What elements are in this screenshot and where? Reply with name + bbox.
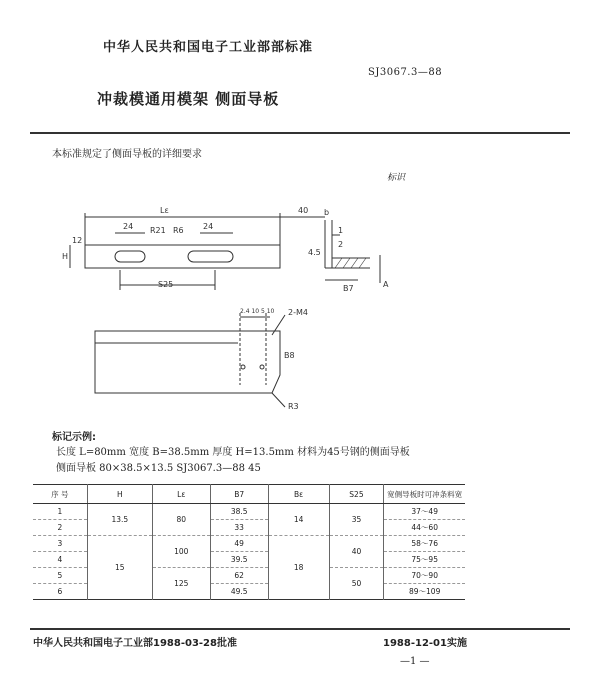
dim-2: 2 [338,240,344,249]
col-header-b2: Bε [268,485,329,504]
table-row [33,504,465,520]
cell-no: 5 [33,568,87,584]
cell-l: 80 [152,504,210,536]
thread-2-m4: 2-M4 [288,308,308,317]
cell-no: 6 [33,584,87,600]
cell-width: 70～90 [384,568,465,584]
table-header-row [33,485,465,504]
dim-24a: 24 [123,222,134,231]
page-number: —1 — [400,656,430,667]
dim-4-5: 4.5 [308,248,321,257]
bottom-rule [30,628,570,630]
plate-front-view [95,331,280,393]
cell-b2: 14 [268,504,329,536]
cell-h: 13.5 [87,504,152,536]
implementation-date: 1988-12-01实施 [383,638,467,649]
col-header-s: S25 [329,485,384,504]
example-heading: 标记示例: [52,432,96,443]
approval-date: 中华人民共和国电子工业部1988-03-28批准 [33,638,237,649]
cell-b: 49.5 [210,584,268,600]
cell-width: 37～49 [384,504,465,520]
cell-b: 62 [210,568,268,584]
cell-l: 125 [152,568,210,600]
example-line-2: 侧面导板 80×38.5×13.5 SJ3067.3—88 45 [56,463,261,474]
cell-b2: 18 [268,536,329,600]
cell-b: 38.5 [210,504,268,520]
cell-b: 49 [210,536,268,552]
section-a: A [383,280,389,289]
dim-hole-spacing: 2.4 10 5 10 [240,308,275,315]
top-rule [30,132,570,134]
cell-h: 15 [87,536,152,600]
cell-s: 40 [329,536,384,568]
dim-b7: B7 [343,284,354,293]
dim-r6: R6 [173,226,184,235]
org-name: 中华人民共和国电子工业部部标准 [103,40,314,55]
plate-top-view [85,245,280,268]
example-line-1: 长度 L=80mm 宽度 B=38.5mm 厚度 H=13.5mm 材料为45号钢的侧面导板 [56,447,410,458]
signature-mark: 标识 [387,173,406,183]
col-header-l: Lε [152,485,210,504]
dim-r21: R21 [150,226,166,235]
cell-width: 89～109 [384,584,465,600]
scope-text: 本标准规定了侧面导板的详细要求 [52,149,202,160]
dim-1: 1 [338,226,344,235]
cell-no: 2 [33,520,87,536]
dim-h: H [62,252,69,261]
dim-s25: S25 [158,280,174,289]
dimension-table [33,484,465,600]
dim-40: 40 [298,206,309,215]
dim-24b: 24 [203,222,214,231]
cell-width: 75～95 [384,552,465,568]
standard-number: SJ3067.3—88 [368,67,443,78]
dim-ls: Lε [160,206,169,215]
radius-r3: R3 [288,402,299,411]
technical-drawing [40,195,410,420]
cell-no: 4 [33,552,87,568]
slot-right [188,251,233,262]
cell-b: 33 [210,520,268,536]
dim-b: b [324,208,330,217]
cell-width: 44～60 [384,520,465,536]
col-header-no: 序 号 [33,485,87,504]
cell-no: 3 [33,536,87,552]
col-header-width: 宽侧导板时可冲条料宽 [384,485,465,504]
slot-left [115,251,145,262]
page-title: 冲裁模通用模架 侧面导板 [97,90,280,108]
col-header-b: B7 [210,485,268,504]
cell-s: 35 [329,504,384,536]
cell-l: 100 [152,536,210,568]
cell-width: 58～76 [384,536,465,552]
dim-12: 12 [72,236,83,245]
cell-no: 1 [57,507,63,516]
cell-b: 39.5 [210,552,268,568]
table-row [33,536,465,552]
col-header-h: H [87,485,152,504]
cell-s: 50 [329,568,384,600]
dim-b8: B8 [284,351,295,360]
